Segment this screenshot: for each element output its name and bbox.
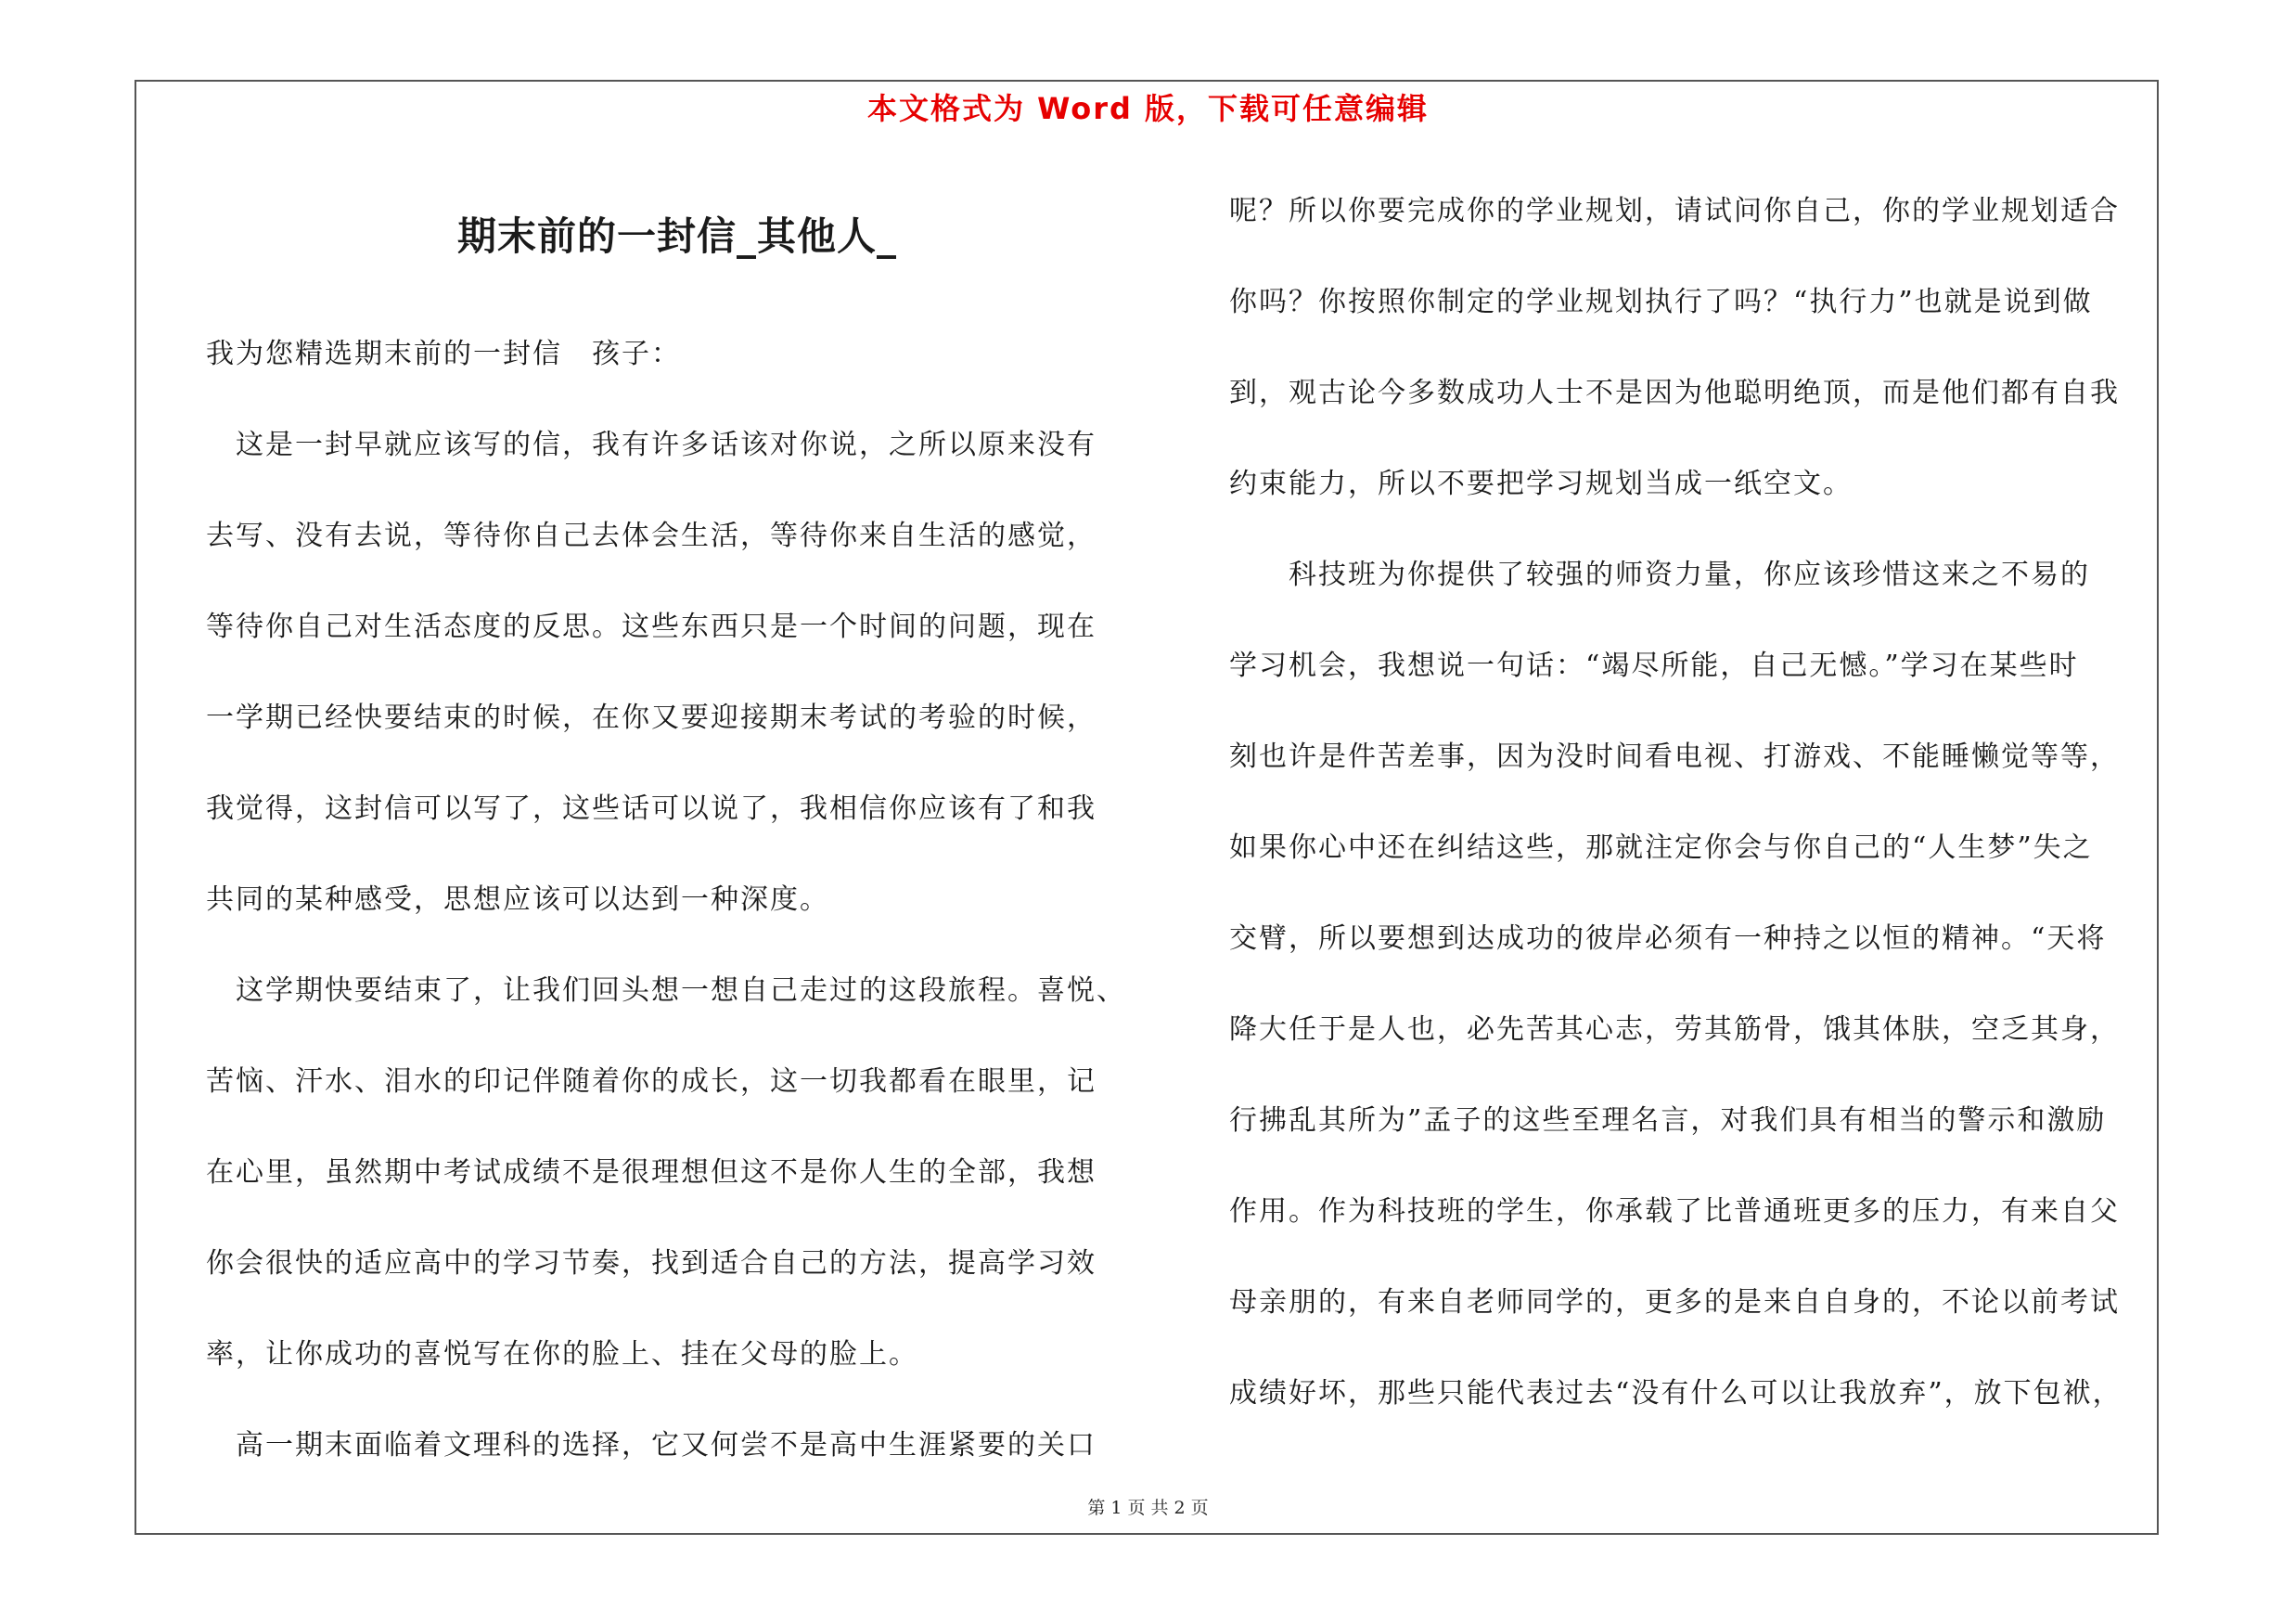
paragraph-line: 一学期已经快要结束的时候，在你又要迎接期末考试的考验的时候， (206, 702, 1097, 734)
paragraph-line: 母亲朋的，有来自老师同学的，更多的是来自自身的，不论以前考试 (1229, 1286, 2120, 1319)
paragraph-line: 呢？所以你要完成你的学业规划，请试问你自己，你的学业规划适合 (1229, 195, 2120, 227)
paragraph-line: 去写、没有去说，等待你自己去体会生活，等待你来自生活的感觉， (206, 520, 1097, 552)
paragraph-line: 共同的某种感受，思想应该可以达到一种深度。 (206, 883, 829, 916)
paragraph-line: 学习机会，我想说一句话：“竭尽所能，自己无憾。”学习在某些时 (1229, 650, 2079, 682)
paragraph-line: 高一期末面临着文理科的选择，它又何尝不是高中生涯紧要的关口 (206, 1429, 1097, 1462)
paragraph-line: 刻也许是件苦差事，因为没时间看电视、打游戏、不能睡懒觉等等， (1229, 741, 2120, 773)
paragraph-line: 科技班为你提供了较强的师资力量，你应该珍惜这来之不易的 (1229, 559, 2090, 591)
paragraph-line: 我觉得，这封信可以写了，这些话可以说了，我相信你应该有了和我 (206, 792, 1097, 825)
paragraph-line: 你会很快的适应高中的学习节奏，找到适合自己的方法，提高学习效 (206, 1247, 1097, 1280)
paragraph-line: 交臂，所以要想到达成功的彼岸必须有一种持之以恒的精神。“天将 (1229, 922, 2107, 955)
format-banner: 本文格式为 Word 版，下载可任意编辑 (866, 91, 1430, 126)
paragraph-line: 成绩好坏，那些只能代表过去“没有什么可以让我放弃”，放下包袱， (1229, 1377, 2123, 1410)
paragraph-line: 我为您精选期末前的一封信 孩子： (206, 338, 681, 370)
paragraph-line: 这学期快要结束了，让我们回头想一想自己走过的这段旅程。喜悦、 (206, 974, 1126, 1007)
paragraph-line: 作用。作为科技班的学生，你承载了比普通班更多的压力，有来自父 (1229, 1195, 2120, 1228)
paragraph-line: 到，观古论今多数成功人士不是因为他聪明绝顶，而是他们都有自我 (1229, 377, 2120, 409)
paragraph-line: 降大任于是人也，必先苦其心志，劳其筋骨，饿其体肤，空乏其身， (1229, 1013, 2120, 1046)
paragraph-line: 你吗？你按照你制定的学业规划执行了吗？“执行力”也就是说到做 (1229, 286, 2093, 318)
paragraph-line: 约束能力，所以不要把学习规划当成一纸空文。 (1229, 468, 1853, 500)
paragraph-line: 行拂乱其所为”孟子的这些至理名言，对我们具有相当的警示和激励 (1229, 1104, 2107, 1137)
paragraph-line: 这是一封早就应该写的信，我有许多话该对你说，之所以原来没有 (206, 429, 1097, 461)
paragraph-line: 在心里，虽然期中考试成绩不是很理想但这不是你人生的全部，我想 (206, 1156, 1097, 1189)
paragraph-line: 等待你自己对生活态度的反思。这些东西只是一个时间的问题，现在 (206, 611, 1097, 643)
document-title: 期末前的一封信_其他人_ (456, 213, 897, 259)
paragraph-line: 率，让你成功的喜悦写在你的脸上、挂在父母的脸上。 (206, 1338, 918, 1371)
paragraph-line: 如果你心中还在纠结这些，那就注定你会与你自己的“人生梦”失之 (1229, 831, 2093, 864)
page-number: 第 1 页 共 2 页 (1087, 1498, 1209, 1518)
paragraph-line: 苦恼、汗水、泪水的印记伴随着你的成长，这一切我都看在眼里，记 (206, 1065, 1097, 1098)
